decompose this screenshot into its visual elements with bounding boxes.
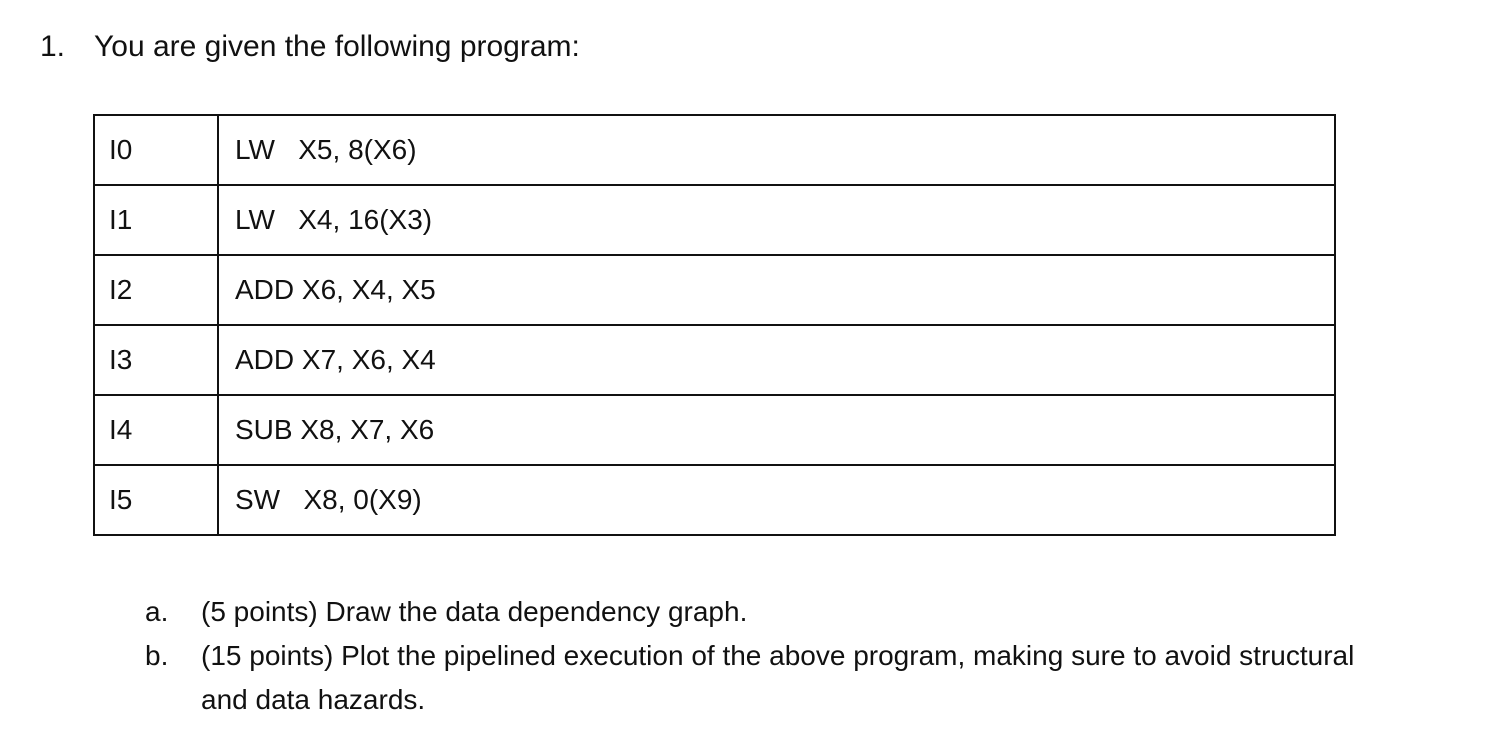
instruction-text: SW X8, 0(X9) — [218, 465, 1335, 535]
table-row — [94, 395, 1335, 465]
instruction-text: ADD X7, X6, X4 — [218, 325, 1335, 395]
instruction-label: I5 — [94, 465, 218, 535]
instruction-text: ADD X6, X4, X5 — [218, 255, 1335, 325]
table-row — [94, 185, 1335, 255]
table-row — [94, 115, 1335, 185]
instruction-label: I3 — [94, 325, 218, 395]
instruction-label: I0 — [94, 115, 218, 185]
table-row — [94, 255, 1335, 325]
instruction-text: LW X4, 16(X3) — [218, 185, 1335, 255]
table-row — [94, 325, 1335, 395]
subpart-letter: a. — [145, 596, 169, 627]
question-heading — [40, 28, 580, 66]
program-table — [93, 114, 1336, 536]
subpart-a — [145, 590, 1365, 634]
instruction-label: I4 — [94, 395, 218, 465]
instruction-text: LW X5, 8(X6) — [218, 115, 1335, 185]
question-prompt: You are given the following program: — [94, 30, 580, 63]
subpart-list — [145, 590, 1365, 722]
instruction-text: SUB X8, X7, X6 — [218, 395, 1335, 465]
table-row — [94, 465, 1335, 535]
subpart-letter: b. — [145, 640, 169, 671]
question-number: 1. — [40, 30, 66, 63]
subpart-text: (5 points) Draw the data dependency graph. — [201, 596, 748, 627]
instruction-label: I1 — [94, 185, 218, 255]
subpart-text: (15 points) Plot the pipelined execution of the above program, making sure to avoid structural and data hazards. — [201, 640, 1355, 715]
instruction-label: I2 — [94, 255, 218, 325]
subpart-b — [145, 634, 1365, 722]
